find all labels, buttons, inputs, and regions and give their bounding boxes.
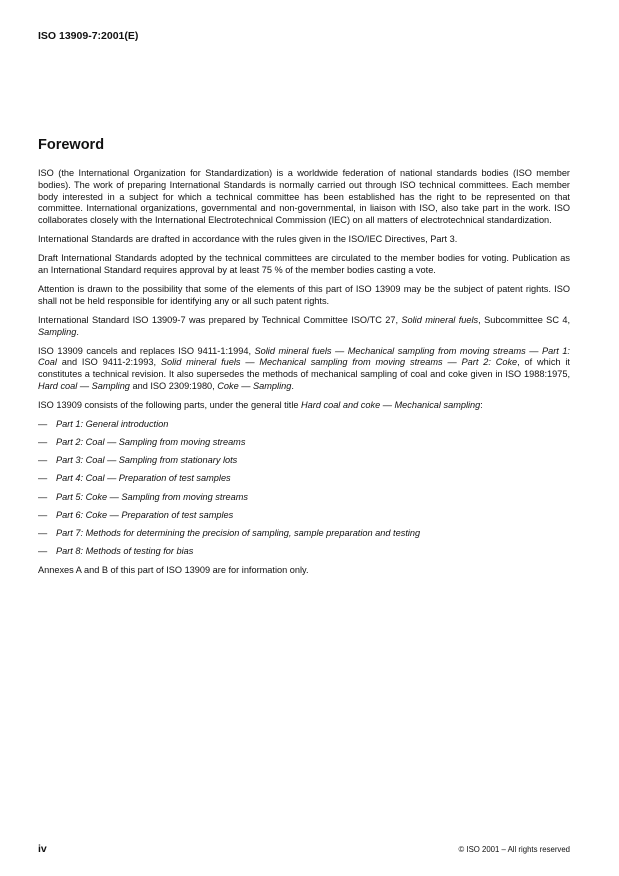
paragraph-iso-intro: ISO (the International Organization for Standardization) is a worldwide federation of national standards bodies (ISO member bodies). The work of preparing International Standards is normally carried out through ISO technical committees. Each member body interested in a subject for which a technical committee has been established has the right to be represented on that committee. International organizations, governmental and non-governmental, in liaison with ISO, also take part in the work. ISO collaborates closely with the International Electrotechnical Commission (IEC) on all matters of electrotechnical standardization.: [38, 168, 570, 226]
list-item: [38, 546, 570, 558]
list-item-text: Part 6: Coke — Preparation of test samples: [56, 509, 234, 520]
paragraph-patent-rights: Attention is drawn to the possibility that some of the elements of this part of ISO 13909 may be the subject of patent rights. ISO shall not be held responsible for identifying any or all such patent rights.: [38, 283, 570, 306]
text-run: .: [291, 380, 294, 391]
paragraph-prepared-by: [38, 315, 570, 339]
text-run-italic: Solid mineral fuels: [401, 314, 479, 325]
text-run: and ISO 9411-2:1993,: [56, 357, 161, 368]
text-run: :: [480, 399, 483, 410]
list-item-text: Part 3: Coal — Sampling from stationary lots: [56, 455, 238, 466]
list-item-text: Part 8: Methods of testing for bias: [56, 546, 194, 557]
text-run: , of which it constitutes a technical revision. It also supersedes the methods of mechanical sampling of coal and coke given in ISO 1988:1975,: [38, 357, 570, 380]
text-run-italic: Solid mineral fuels — Mechanical sampling from moving streams — Part 2: Coke: [160, 357, 518, 368]
paragraph-annexes: Annexes A and B of this part of ISO 13909 are for information only.: [38, 565, 309, 576]
text-run: ISO 13909 consists of the following parts, under the general title: [38, 399, 302, 410]
text-run-italic: Hard coal and coke — Mechanical sampling: [301, 399, 481, 410]
list-item-text: Part 5: Coke — Sampling from moving streams: [56, 491, 248, 502]
dash-bullet: —: [38, 546, 48, 557]
list-item: [38, 528, 570, 540]
list-item-text: Part 1: General introduction: [56, 418, 169, 429]
dash-bullet: —: [38, 527, 48, 538]
paragraph-parts-intro: [38, 400, 570, 412]
page-title: Foreword: [38, 137, 105, 153]
text-run-italic: Sampling: [38, 326, 77, 337]
list-item: [38, 492, 570, 504]
text-run: International Standard ISO 13909-7 was prepared by Technical Committee ISO/TC 27,: [38, 314, 402, 325]
list-item: [38, 419, 570, 431]
page-number: iv: [38, 843, 47, 855]
list-item-text: Part 7: Methods for determining the precision of sampling, sample preparation and testing: [56, 527, 421, 538]
dash-bullet: —: [38, 455, 48, 466]
paragraph-cancels-replaces: [38, 346, 570, 393]
list-item: [38, 437, 570, 449]
paragraph-draft-standards: Draft International Standards adopted by the technical committees are circulated to the member bodies for voting. Publication as an International Standard requires approval by at least 75 % of the member bodies casting a vote.: [38, 253, 570, 275]
text-run: , Subcommittee SC 4,: [478, 314, 570, 325]
copyright-notice: © ISO 2001 – All rights reserved: [458, 845, 570, 854]
list-item: [38, 510, 570, 522]
dash-bullet: —: [38, 491, 48, 502]
text-run-italic: Hard coal — Sampling: [38, 380, 130, 391]
paragraph-directives: International Standards are drafted in accordance with the rules given in the ISO/IEC Directives, Part 3.: [38, 234, 458, 245]
dash-bullet: —: [38, 509, 48, 520]
text-run-italic: Solid mineral fuels — Mechanical sampling from moving streams — Part 1: Coal: [38, 345, 570, 368]
dash-bullet: —: [38, 437, 48, 448]
dash-bullet: —: [38, 473, 48, 484]
list-item-text: Part 2: Coal — Sampling from moving streams: [56, 437, 246, 448]
foreword-body: [38, 168, 570, 584]
parts-list: [38, 419, 570, 558]
text-run: ISO 13909 cancels and replaces ISO 9411-1:1994,: [38, 345, 255, 356]
dash-bullet: —: [38, 418, 48, 429]
list-item: [38, 473, 570, 485]
list-item-text: Part 4: Coal — Preparation of test samples: [56, 473, 231, 484]
text-run: .: [76, 326, 79, 337]
document-id-header: ISO 13909-7:2001(E): [38, 30, 139, 42]
text-run-italic: Coke — Sampling: [217, 380, 292, 391]
text-run: and ISO 2309:1980,: [129, 380, 218, 391]
list-item: [38, 455, 570, 467]
